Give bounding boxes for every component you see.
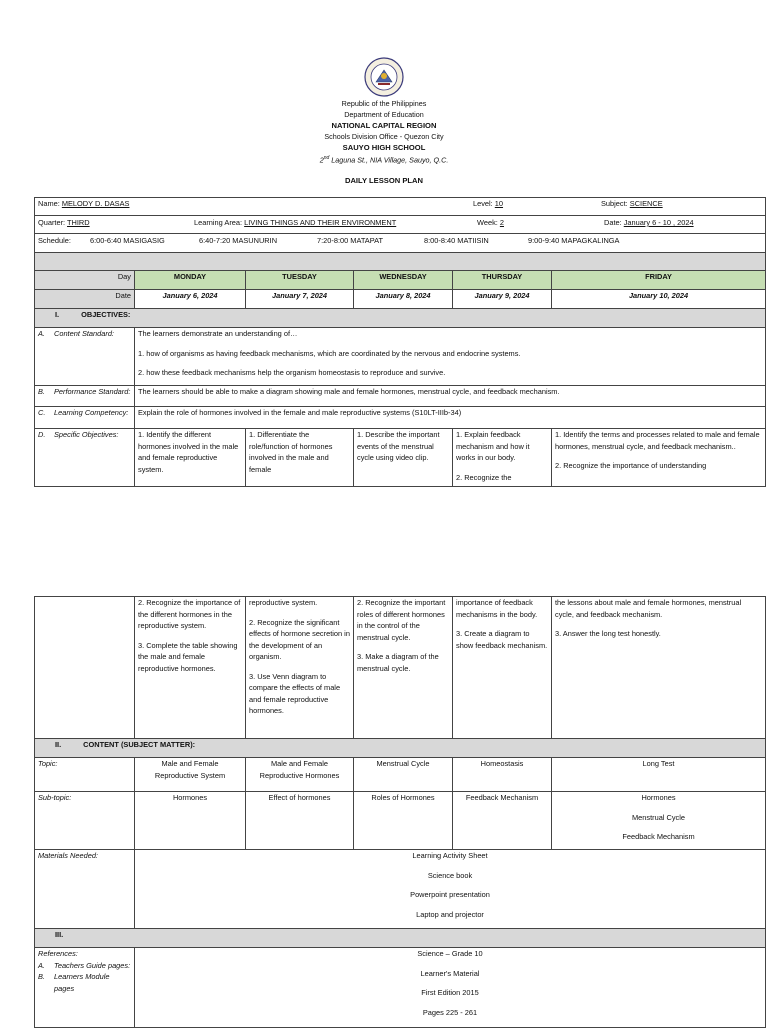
lesson-table-page1 (34, 252, 766, 487)
quarter-value: THIRD (67, 218, 90, 227)
objective-item: 2. Recognize the significant effects of hormone secretion in the development of an organism. (249, 617, 350, 661)
deped-seal-logo (364, 57, 404, 97)
specific-friday (552, 429, 766, 487)
competency-label (35, 407, 135, 429)
learning-area-field (194, 218, 396, 227)
schedule-label: Schedule: (38, 236, 71, 245)
section3-heading (35, 929, 766, 948)
content-title: CONTENT (SUBJECT MATTER): (83, 740, 196, 749)
specific-tuesday-cont (246, 597, 354, 739)
schedule-slot: 7:20-8:00 MATAPAT (317, 236, 383, 245)
objective-item: 1. Identify the terms and processes related to male and female hormones, menstrual cycle, and feedback mechanism.. (555, 430, 760, 451)
content-standard-row (35, 328, 766, 386)
topic-line: Reproductive Hormones (259, 770, 340, 780)
week-value: 2 (499, 218, 504, 227)
materials-label: Materials Needed: (35, 850, 135, 929)
objective-item: 3. Make a diagram of the menstrual cycle. (357, 652, 439, 673)
competency-text: Explain the role of hormones involved in the female and male reproductive systems (S10LT-IIIb-34) (135, 407, 766, 429)
objective-item: 2. Recognize the importance of understanding (555, 461, 707, 470)
reference-item: First Edition 2015 (421, 988, 479, 997)
quarter-label: Quarter: (38, 218, 66, 227)
objective-item: 2. Recognize the (456, 472, 512, 482)
objective-item: 2. Recognize the important roles of different hormones in the control of the menstrual cycle. (357, 598, 446, 642)
objective-item: 1. Explain feedback mechanism and how it works in our body. (456, 430, 530, 462)
name-label: Name: (38, 199, 60, 208)
date-monday: January 6, 2024 (135, 290, 246, 309)
topic-wednesday: Menstrual Cycle (354, 758, 453, 792)
week-field (477, 218, 504, 227)
day-wednesday: WEDNESDAY (354, 271, 453, 290)
competency-letter: C. (38, 408, 46, 417)
subtopic-row (35, 792, 766, 850)
date-row (35, 290, 766, 309)
name-value: MELODY D. DASAS (61, 199, 130, 208)
performance-text-label: Performance Standard: (54, 387, 131, 396)
divider (34, 233, 765, 234)
quarter-field (38, 218, 90, 227)
topic-tuesday (246, 758, 354, 792)
schedule-slot: 6:00-6:40 MASIGASIG (90, 236, 165, 245)
content-line: 1. how of organisms as having feedback mechanisms, which are coordinated by the nervous and endocrine systems. (138, 348, 521, 358)
content-heading-row (35, 739, 766, 758)
content-num: II. (55, 740, 62, 749)
specific-text-label: Specific Objectives: (54, 430, 119, 439)
ref-a-letter: A. (38, 960, 45, 970)
subtopic-label: Sub-topic: (35, 792, 135, 850)
references-list (135, 948, 766, 1028)
objective-item: 1. Describe the important events of the menstrual cycle using video clip. (357, 430, 440, 462)
content-line: 2. how these feedback mechanisms help the organism homeostasis to reproduce and survive. (138, 368, 446, 377)
area-label: Learning Area: (194, 218, 243, 227)
specific-tuesday (246, 429, 354, 487)
department-line: Department of Education (344, 110, 424, 119)
specific-label (35, 429, 135, 487)
objectives-title: OBJECTIVES: (81, 310, 131, 319)
day-thursday: THURSDAY (453, 271, 552, 290)
address-number: 2 (319, 155, 324, 165)
date-friday: January 10, 2024 (552, 290, 766, 309)
day-row (35, 271, 766, 290)
content-standard-label (35, 328, 135, 386)
subtopic-wednesday: Roles of Hormones (354, 792, 453, 850)
competency-text-label: Learning Competency: (54, 408, 129, 417)
address-suffix: nd (323, 155, 330, 161)
content-label: Content Standard: (54, 329, 114, 338)
specific-thursday (453, 429, 552, 487)
header-block (0, 98, 768, 165)
subtopic-thursday: Feedback Mechanism (453, 792, 552, 850)
specific-monday (135, 429, 246, 487)
competency-row (35, 407, 766, 429)
doc-title: DAILY LESSON PLAN (344, 176, 424, 185)
level-label: Level: (473, 199, 493, 208)
material-item: Laptop and projector (416, 909, 484, 919)
objective-item: importance of feedback mechanisms in the body. (456, 598, 538, 619)
content-letter: A. (38, 329, 45, 338)
subtopic-line: Hormones (641, 793, 676, 802)
materials-row (35, 850, 766, 929)
topic-monday (135, 758, 246, 792)
specific-monday-cont (135, 597, 246, 739)
performance-letter: B. (38, 387, 45, 396)
name-field (38, 199, 129, 208)
specific-objectives-row (35, 429, 766, 487)
topic-line: Reproductive System (154, 770, 226, 780)
date-field (604, 218, 694, 227)
specific-continued-row (35, 597, 766, 739)
date-wednesday: January 8, 2024 (354, 290, 453, 309)
material-item: Science book (427, 870, 473, 880)
topic-friday: Long Test (552, 758, 766, 792)
reference-item: Pages 225 - 261 (422, 1007, 478, 1017)
material-item: Learning Activity Sheet (412, 851, 488, 860)
area-value: LIVING THINGS AND THEIR ENVIRONMENT (244, 218, 397, 227)
references-label (35, 948, 135, 1028)
day-tuesday: TUESDAY (246, 271, 354, 290)
objective-item: 3. Complete the table showing the male and female reproductive hormones. (138, 640, 238, 673)
specific-friday-cont (552, 597, 766, 739)
ref-b-letter: B. (38, 972, 45, 981)
date-label: Date: (604, 218, 622, 227)
date-thursday: January 9, 2024 (453, 290, 552, 309)
performance-text: The learners should be able to make a diagram showing male and female hormones, menstrual cycle, and feedback mechanism. (135, 386, 766, 407)
materials-list (135, 850, 766, 929)
topic-label: Topic: (35, 758, 135, 792)
level-field (473, 199, 503, 208)
objective-item: 3. Use Venn diagram to compare the effects of male and female reproductive hormones. (249, 671, 341, 715)
region-line: NATIONAL CAPITAL REGION (331, 121, 437, 130)
references-title: References: (38, 949, 78, 958)
objective-item: the lessons about male and female hormones, menstrual cycle, and feedback mechanism. (555, 598, 742, 619)
address-line (0, 153, 768, 165)
objective-item: reproductive system. (249, 598, 318, 607)
reference-item: Science – Grade 10 (417, 949, 483, 958)
objectives-num: I. (55, 310, 60, 319)
topic-line: Male and Female (270, 759, 329, 768)
topic-line: Male and Female (161, 759, 219, 768)
objective-item: 2. Recognize the importance of the different hormones in the reproductive system. (138, 598, 241, 630)
section3-num: III. (55, 930, 64, 939)
divider (34, 215, 765, 216)
content-line: The learners demonstrate an understanding of… (138, 329, 298, 338)
material-item: Powerpoint presentation (410, 890, 490, 899)
ref-a-label: Teachers Guide pages: (54, 960, 131, 970)
subtopic-friday (552, 792, 766, 850)
date-row-label: Date (35, 290, 135, 309)
level-value: 10 (494, 199, 504, 208)
republic-line: Republic of the Philippines (341, 99, 427, 108)
specific-wednesday (354, 429, 453, 487)
day-monday: MONDAY (135, 271, 246, 290)
specific-wednesday-cont (354, 597, 453, 739)
references-row (35, 948, 766, 1028)
performance-label (35, 386, 135, 407)
schedule-slot: 9:00-9:40 MAPAGKALINGA (528, 236, 620, 245)
objective-item: 3. Create a diagram to show feedback mechanism. (456, 629, 548, 650)
content-standard-text (135, 328, 766, 386)
blank-cell (35, 597, 135, 739)
schedule-slot: 8:00-8:40 MATIISIN (424, 236, 489, 245)
objectives-heading-row (35, 309, 766, 328)
reference-item: Learner's Material (420, 968, 480, 978)
performance-row (35, 386, 766, 407)
school-line: SAUYO HIGH SCHOOL (342, 143, 426, 152)
topic-thursday: Homeostasis (453, 758, 552, 792)
lesson-table-page2 (34, 596, 766, 1028)
subtopic-line: Menstrual Cycle (632, 812, 685, 822)
schedule-slot: 6:40-7:20 MASUNURIN (199, 236, 278, 245)
specific-thursday-cont (453, 597, 552, 739)
gray-band-row (35, 253, 766, 271)
week-label: Week: (477, 218, 498, 227)
subtopic-tuesday: Effect of hormones (246, 792, 354, 850)
date-tuesday: January 7, 2024 (246, 290, 354, 309)
division-line: Schools Division Office - Quezon City (324, 132, 444, 141)
day-friday: FRIDAY (552, 271, 766, 290)
gray-band (35, 253, 766, 271)
objective-item: 1. Differentiate the role/function of hormones involved in the male and female (249, 430, 333, 474)
objective-item: 1. Identify the different hormones involved in the male and female reproductive system. (138, 430, 239, 474)
subject-field (601, 199, 663, 208)
topic-row (35, 758, 766, 792)
subtopic-line: Feedback Mechanism (622, 832, 695, 841)
subtopic-monday: Hormones (135, 792, 246, 850)
address-rest: Laguna St., NIA Village, Sauyo, Q.C. (329, 155, 449, 165)
section3-heading-row (35, 929, 766, 948)
day-label: Day (35, 271, 135, 290)
objectives-heading (35, 309, 766, 328)
ref-b-label: Learners Module pages (54, 972, 110, 993)
subject-label: Subject: (601, 199, 628, 208)
specific-letter: D. (38, 430, 46, 439)
objective-item: 3. Answer the long test honestly. (555, 629, 661, 638)
subject-value: SCIENCE (629, 199, 663, 208)
date-value: January 6 - 10 , 2024 (623, 218, 694, 227)
content-heading (35, 739, 766, 758)
